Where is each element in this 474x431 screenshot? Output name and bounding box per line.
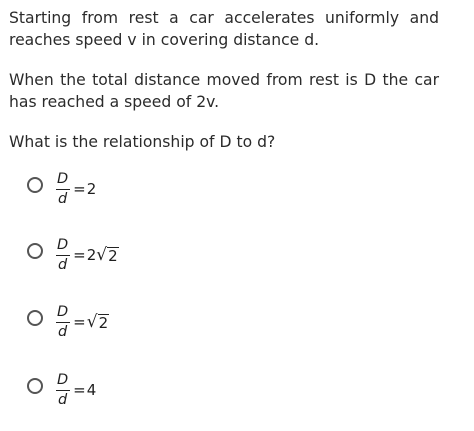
answer-option-3[interactable] [27, 300, 109, 344]
fraction-numerator: D [57, 236, 69, 253]
option-4-expression [55, 373, 96, 408]
fraction-denominator: d [57, 391, 68, 408]
fraction-denominator: d [57, 256, 68, 273]
fraction-bar [56, 255, 70, 256]
option-1-expression [55, 172, 96, 207]
fraction [55, 238, 70, 273]
radio-option-4[interactable] [27, 378, 43, 394]
fraction [55, 373, 70, 408]
equals-sign: = [73, 180, 86, 198]
fraction-bar [56, 390, 70, 391]
radio-option-2[interactable] [27, 243, 43, 259]
option-3-expression [55, 305, 109, 340]
option-value: 2 [86, 180, 97, 198]
radio-option-3[interactable] [27, 310, 43, 326]
fraction-bar [56, 322, 70, 323]
option-value: 4 [86, 381, 97, 399]
radicand: 2 [98, 314, 109, 332]
question-paragraph-2: When the total distance moved from rest is D the car has reached a speed of 2v. [9, 71, 439, 111]
fraction-numerator: D [57, 371, 69, 388]
question-paragraph-1: Starting from rest a car accelerates uniformly and reaches speed v in covering distance d. [9, 9, 439, 49]
radical-sign: √ [86, 312, 98, 332]
square-root [96, 246, 118, 264]
answer-option-1[interactable] [27, 167, 96, 211]
radicand: 2 [108, 247, 118, 265]
fraction-denominator: d [57, 323, 68, 340]
square-root [87, 313, 109, 331]
equals-sign: = [73, 381, 86, 399]
answer-option-2[interactable] [27, 233, 119, 277]
question-text [9, 7, 439, 153]
fraction-denominator: d [57, 190, 68, 207]
radical-sign: √ [96, 245, 108, 265]
fraction-numerator: D [57, 303, 69, 320]
answer-option-4[interactable] [27, 368, 96, 412]
option-2-expression [55, 238, 119, 273]
equals-sign: = [73, 313, 86, 331]
fraction-bar [56, 189, 70, 190]
fraction-numerator: D [57, 170, 69, 187]
equals-sign: = [73, 246, 86, 264]
fraction [55, 172, 70, 207]
radio-option-1[interactable] [27, 177, 43, 193]
option-coefficient: 2 [86, 246, 97, 264]
fraction [55, 305, 70, 340]
question-prompt: What is the relationship of D to d? [9, 133, 276, 151]
